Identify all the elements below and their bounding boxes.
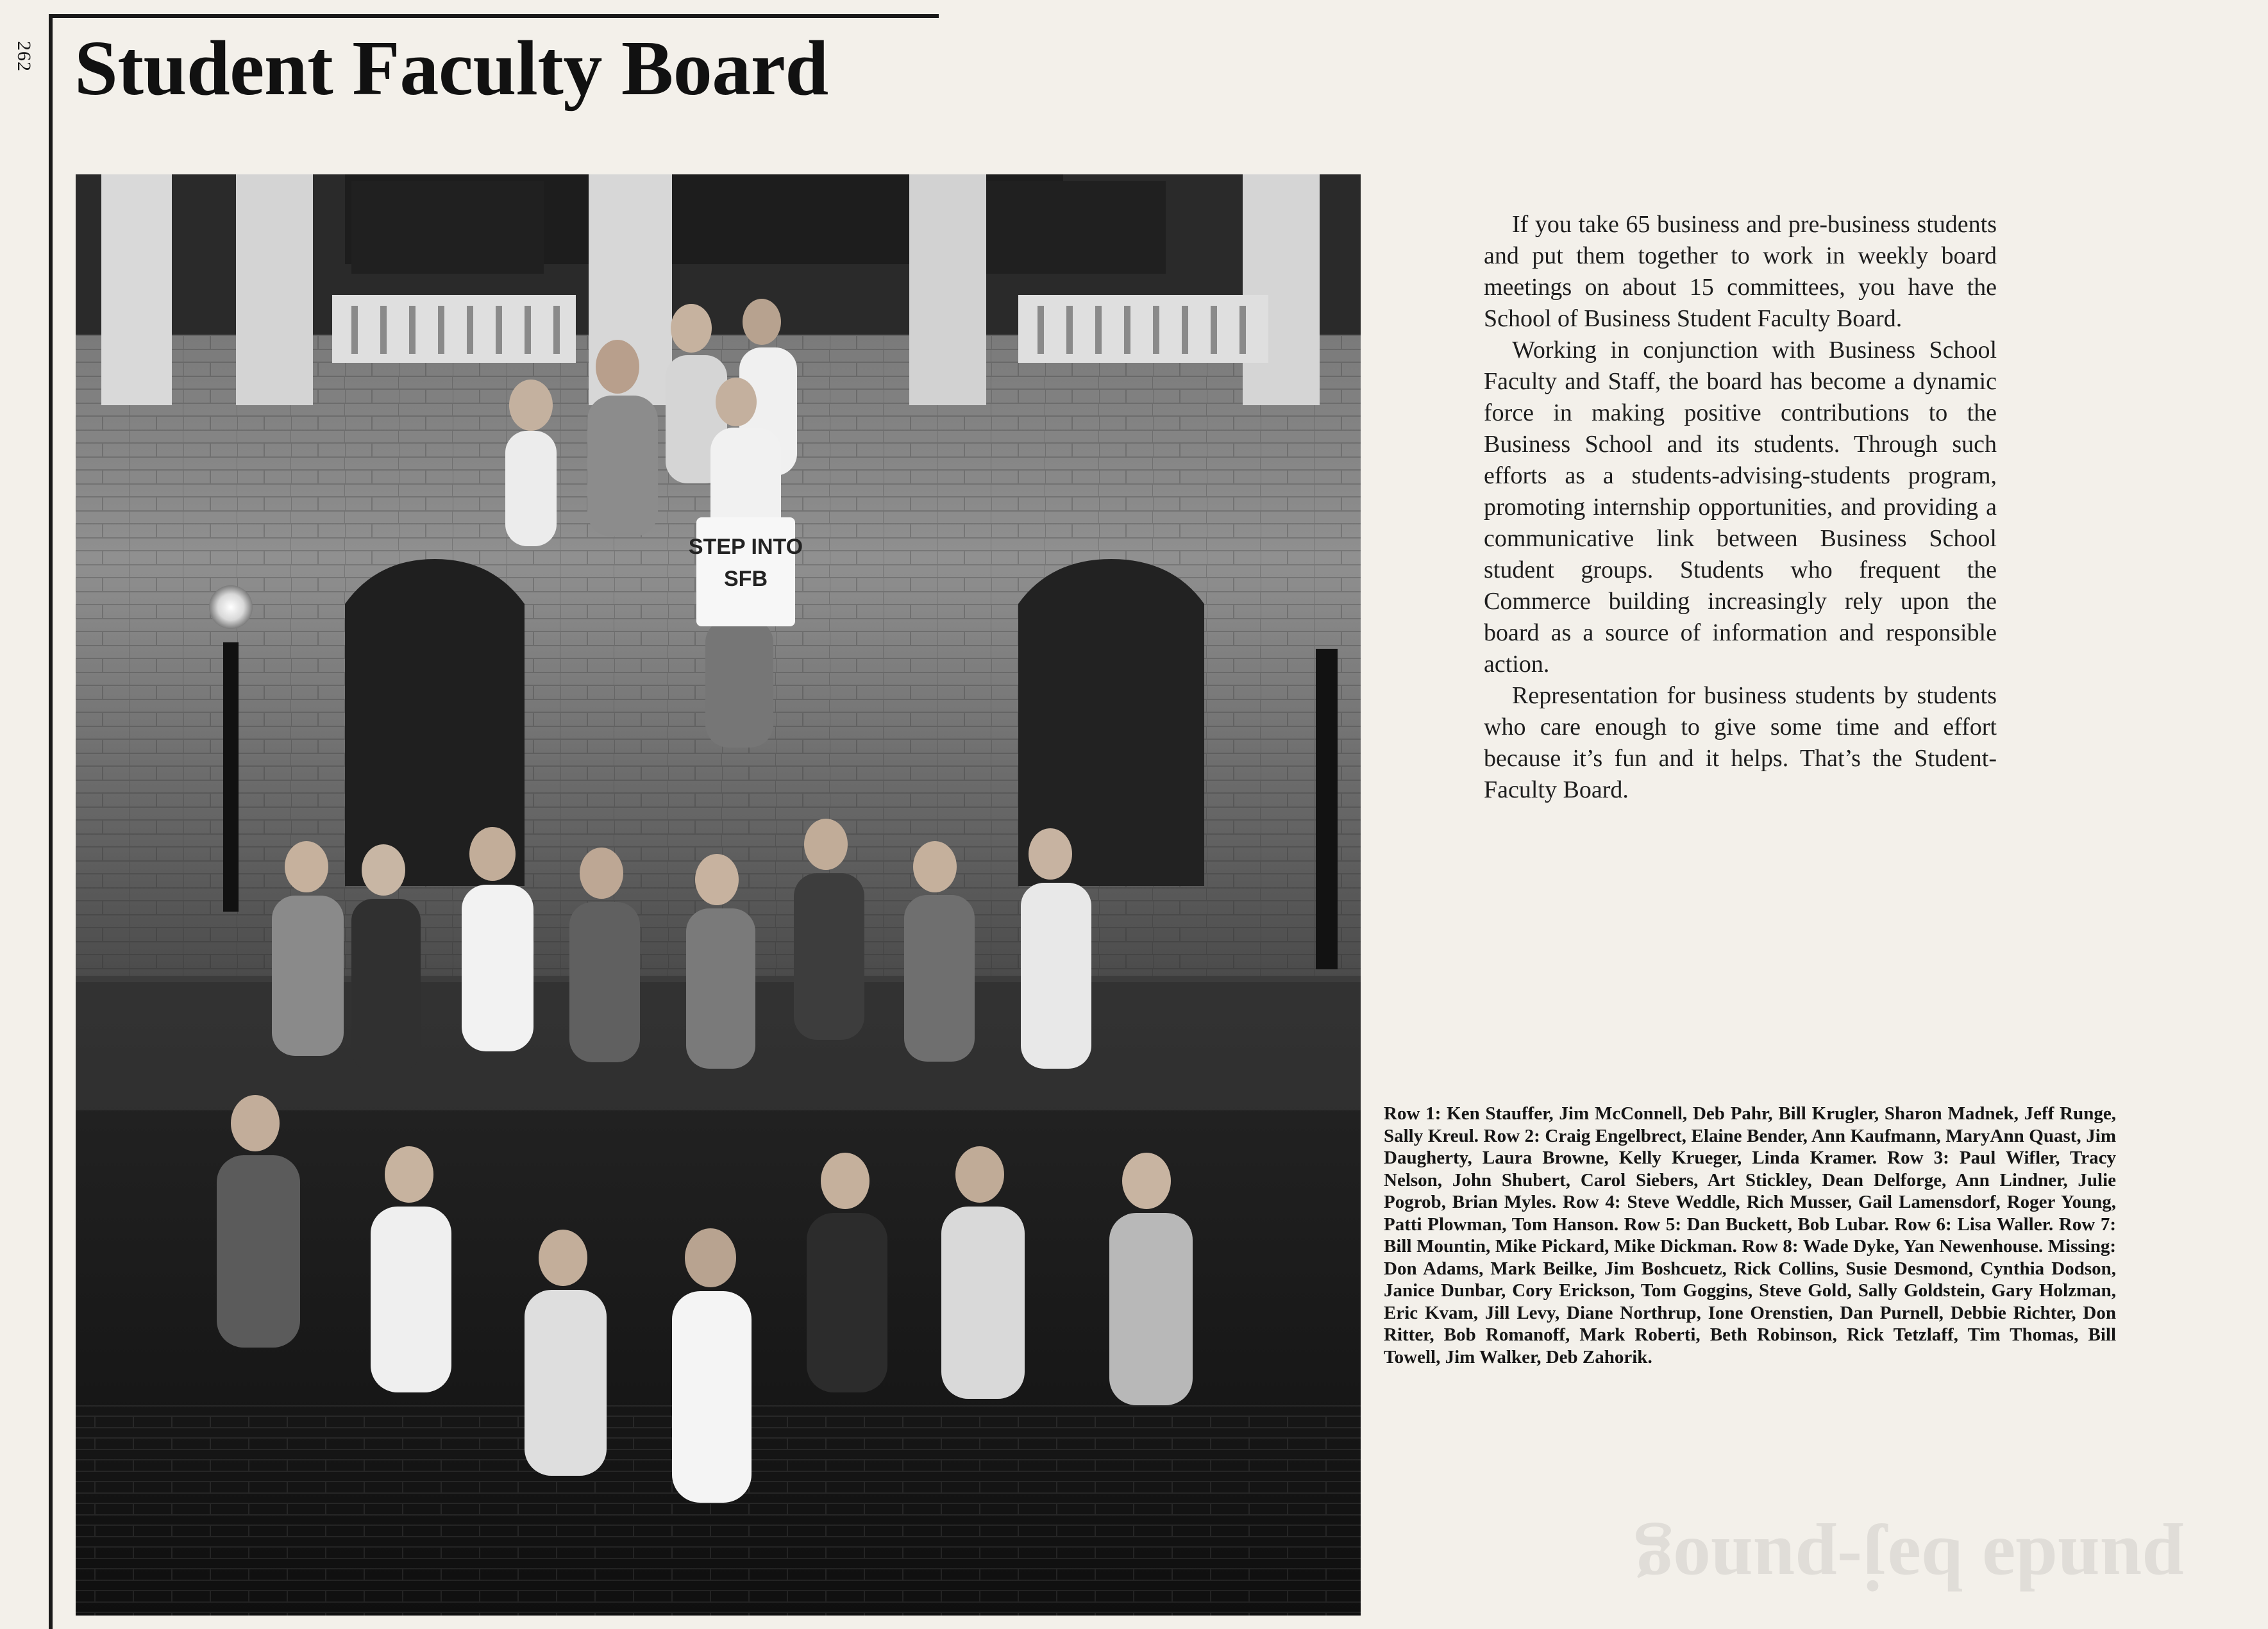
- group-photo: [76, 174, 1361, 1616]
- paragraph-2: Working in conjunction with Business School Faculty and Staff, the board has become a dynamic force in making positive contributions to the Business School and its students. Through such efforts as a students-advising-students program, promoting internship opportunities, and providing a communicative link between Business School student groups. Students who frequent the Commerce building increasingly rely upon the board as a source of information and responsible action.: [1484, 337, 1997, 678]
- page-number: 262: [13, 41, 35, 72]
- balcony-right: [1018, 295, 1268, 363]
- page-title: Student Faculty Board: [74, 25, 828, 112]
- column-1: [101, 174, 172, 405]
- lamp-left: [209, 585, 253, 629]
- balcony-left: [332, 295, 576, 363]
- paragraph-3: Representation for business students by students who care enough to give some time and effort because it’s fun and it helps. That’s the Student-Faculty Board.: [1484, 682, 1997, 803]
- window-right: [961, 181, 1166, 274]
- photo-caption: Row 1: Ken Stauffer, Jim McConnell, Deb Pahr, Bill Krugler, Sharon Madnek, Jeff Runge, Sally Kreul. Row 2: Craig Engelbrect, Elaine Bender, Ann Kaufmann, MaryAnn Quast, Jim Daugherty, Laura Browne, Kelly Krueger, Linda Kramer. Row 3: Paul Wifler, Tracy Nelson, John Shubert, Carol Siebers, Art Stickley, Dean Delforge, Ann Lindner, Julie Pogrob, Brian Myles. Row 4: Steve Weddle, Rich Musser, Gail Lamensdorf, Roger Young, Patti Plowman, Tom Hanson. Row 5: Dan Buckett, Bob Lubar. Row 6: Lisa Waller. Row 7: Bill Mountin, Mike Pickard, Mike Dickman. Row 8: Wade Dyke, Yan Newenhouse. Missing: Don Adams, Mark Beilke, Jim Boshcuetz, Rick Collins, Susie Desmond, Cynthia Dodson, Janice Dunbar, Cory Erickson, Tom Goggins, Steve Gold, Sally Goldstein, Gary Holzman, Eric Kvam, Jill Levy, Diane Northrup, Ione Orenstien, Dan Purnell, Debbie Richter, Don Ritter, Bob Romanoff, Mark Roberti, Beth Robinson, Rick Tetzlaff, Tim Thomas, Bill Towell, Jim Walker, Deb Zahorik.: [1384, 1103, 2116, 1367]
- photo-illustration: [76, 174, 1361, 1616]
- paragraph-1: If you take 65 business and pre-business students and put them together to work in weekly board meetings on about 15 committees, you have the School of Business Student Faculty Board.: [1484, 211, 1997, 332]
- sign-line-1: STEP INTO: [688, 535, 803, 559]
- sign-line-2: SFB: [724, 567, 768, 591]
- reverse-show-through: pundə bəj-punog: [1635, 1523, 2184, 1607]
- top-rule: [49, 14, 939, 18]
- left-rule: [49, 14, 53, 1629]
- article-body: [1484, 209, 1997, 806]
- column-5: [1243, 174, 1320, 405]
- column-4: [909, 174, 986, 405]
- lamp-post-right: [1316, 649, 1338, 969]
- window-left: [351, 181, 544, 274]
- column-2: [236, 174, 313, 405]
- lamp-post-left: [223, 642, 239, 912]
